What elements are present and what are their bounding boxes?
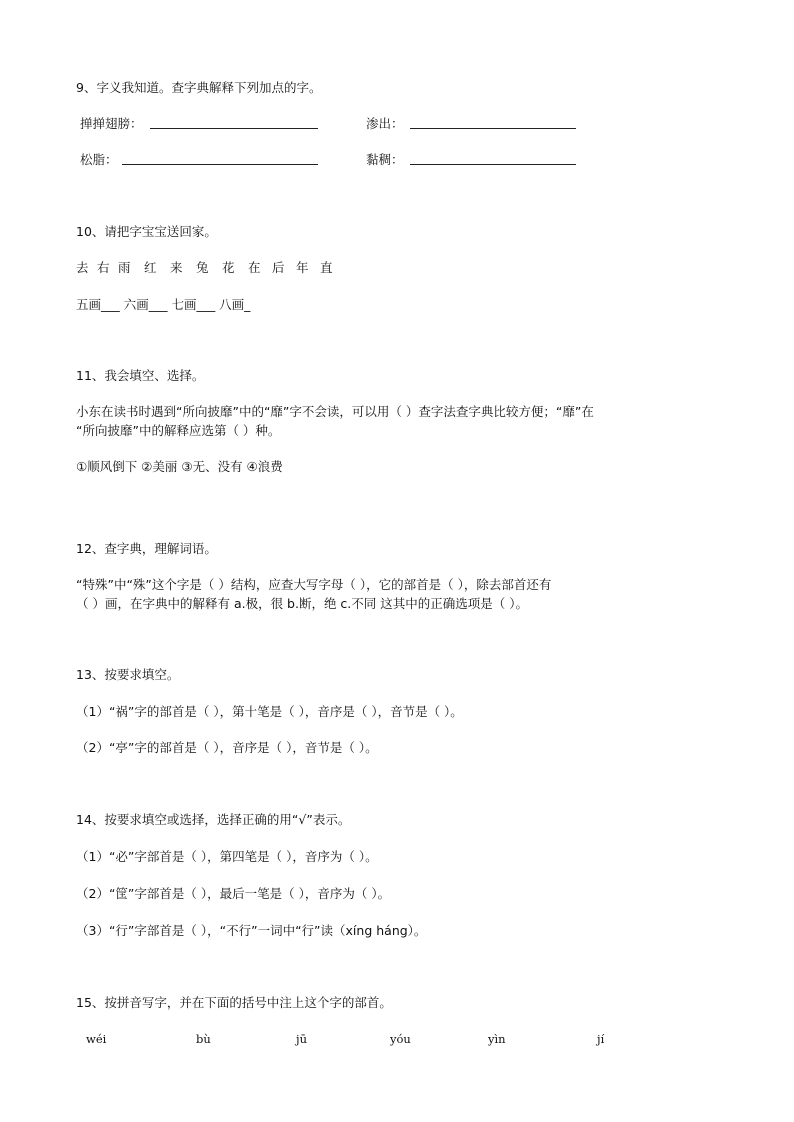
q14-line-2: （2）“筐”字部首是（ ），最后一笔是（ ），音序为（ ）。 (76, 886, 391, 901)
q9-item-2-label: 渗出： (366, 116, 404, 131)
q10-title: 10、请把字宝宝送回家。 (76, 224, 217, 239)
q13-line-2: （2）“亭”字的部首是（ ），音序是（ ），音节是（ ）。 (76, 740, 378, 755)
q10-char: 红 (144, 260, 157, 275)
q11-line-1: 小东在读书时遇到“所向披靡”中的“靡”字不会读，可以用（ ）查字法查字典比较方便；“靡”在 (76, 404, 594, 419)
q12-line-2: （ ）画，在字典中的解释有 a.极，很 b.断，绝 c.不同 这其中的正确选项是（ ）。 (76, 596, 528, 611)
q15-pinyin: jū (296, 1032, 307, 1046)
q15-pinyin: yìn (488, 1032, 506, 1046)
q15-pinyin: wéi (86, 1032, 107, 1046)
q9-item-3-label: 松脂： (80, 152, 118, 167)
q10-char: 年 (296, 260, 309, 275)
q10-char: 兔 (196, 260, 209, 275)
q15-title: 15、按拼音写字，并在下面的括号中注上这个字的部首。 (76, 995, 392, 1010)
q10-stroke-categories: 五画___ 六画___ 七画___ 八画_ (76, 297, 251, 312)
q10-char: 后 (272, 260, 285, 275)
q11-title: 11、我会填空、选择。 (76, 368, 205, 383)
q9-title: 9、字义我知道。查字典解释下列加点的字。 (76, 80, 322, 95)
q9-item-3-answer-line[interactable] (122, 164, 318, 165)
q10-char: 来 (170, 260, 183, 275)
q12-line-1: “特殊”中“殊”这个字是（ ）结构，应查大写字母（ ），它的部首是（ ），除去部首还有 (76, 577, 552, 592)
q12-title: 12、查字典，理解词语。 (76, 541, 217, 556)
q10-char: 右 (97, 260, 110, 275)
q13-title: 13、按要求填空。 (76, 667, 180, 682)
q10-char: 在 (248, 260, 261, 275)
q9-item-1-answer-line[interactable] (150, 128, 318, 129)
q14-line-1: （1）“必”字部首是（ ），第四笔是（ ），音序为（ ）。 (76, 849, 378, 864)
q15-pinyin: jí (597, 1032, 605, 1046)
q9-item-1-label: 掸掸翅膀： (80, 116, 143, 131)
q15-pinyin: bù (196, 1032, 211, 1046)
q9-item-2-answer-line[interactable] (410, 128, 576, 129)
q10-char: 雨 (118, 260, 131, 275)
q13-line-1: （1）“祸”字的部首是（ ），第十笔是（ ），音序是（ ），音节是（ ）。 (76, 704, 463, 719)
q9-item-4-answer-line[interactable] (410, 164, 576, 165)
q15-pinyin: yóu (390, 1032, 411, 1046)
q10-char: 去 (76, 260, 89, 275)
q10-char-list (76, 260, 333, 276)
q14-line-3: （3）“行”字部首是（ ），“不行”一词中“行”读（xíng háng）。 (76, 923, 427, 938)
q14-title: 14、按要求填空或选择，选择正确的用“√”表示。 (76, 812, 351, 827)
q10-char: 直 (320, 260, 333, 275)
q9-item-4-label: 黏稠： (366, 152, 404, 167)
q11-line-2: “所向披靡”中的解释应选第（ ）种。 (76, 423, 281, 438)
q10-char: 花 (222, 260, 235, 275)
q11-options: ①顺风倒下 ②美丽 ③无、没有 ④浪费 (76, 459, 283, 474)
